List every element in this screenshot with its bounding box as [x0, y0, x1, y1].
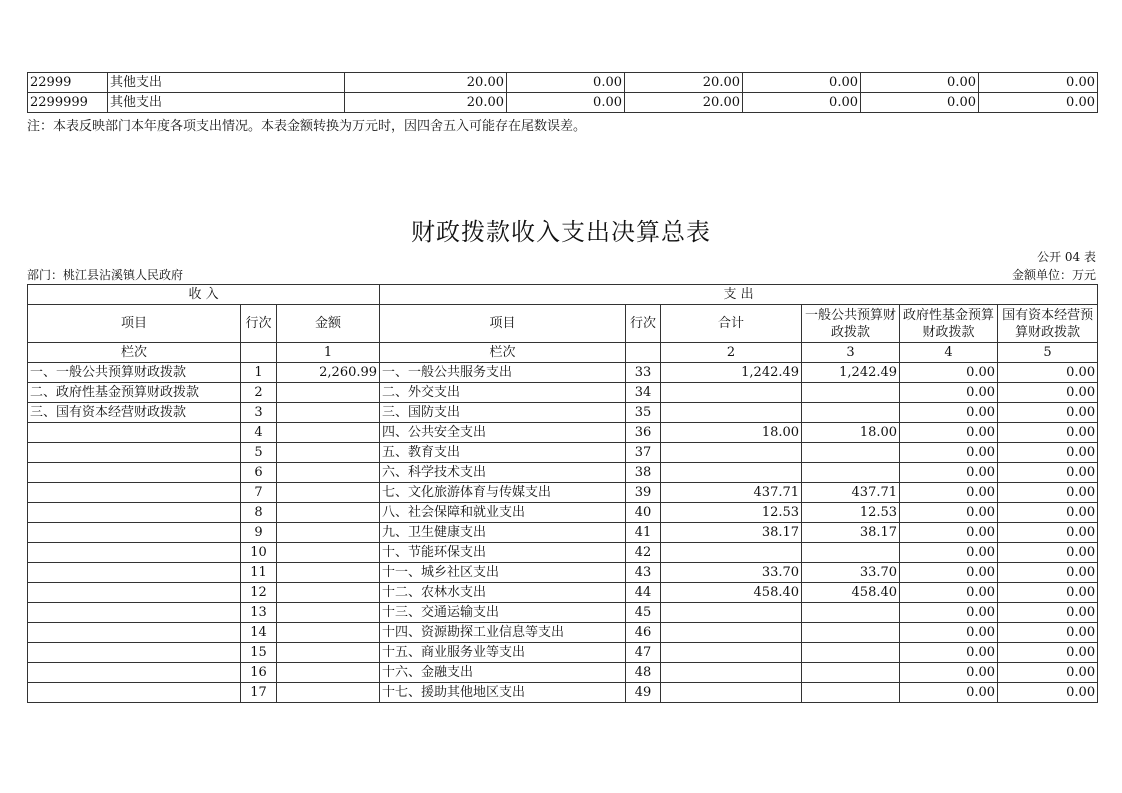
expense-item-cell: 十七、援助其他地区支出	[380, 683, 626, 703]
expense-item-cell: 十四、资源勘探工业信息等支出	[380, 623, 626, 643]
table-row	[28, 73, 1098, 93]
general-budget-cell: 18.00	[802, 423, 900, 443]
fund-budget-cell: 0.00	[900, 683, 998, 703]
income-row-no-cell: 1	[241, 363, 277, 383]
general-budget-cell: 458.40	[802, 583, 900, 603]
table-note: 注：本表反映部门本年度各项支出情况。本表金额转换为万元时，因四舍五入可能存在尾数误差。	[27, 119, 587, 134]
state-capital-cell: 0.00	[998, 663, 1098, 683]
income-amount-cell	[277, 423, 380, 443]
table-row	[28, 623, 1098, 643]
fund-budget-cell: 0.00	[900, 383, 998, 403]
expense-item-cell: 五、教育支出	[380, 443, 626, 463]
state-capital-cell: 0.00	[998, 623, 1098, 643]
total-cell	[661, 623, 802, 643]
fund-budget-header: 政府性基金预算财政拨款	[900, 305, 998, 343]
total-cell: 437.71	[661, 483, 802, 503]
general-budget-cell	[802, 643, 900, 663]
column-number: 2	[661, 343, 802, 363]
state-capital-cell: 0.00	[998, 563, 1098, 583]
income-item-cell	[28, 683, 241, 703]
income-row-no-cell: 6	[241, 463, 277, 483]
income-row-no-cell: 9	[241, 523, 277, 543]
expense-row-no-cell: 46	[626, 623, 661, 643]
expense-header: 支 出	[380, 285, 1098, 305]
income-item-cell	[28, 483, 241, 503]
general-budget-cell	[802, 603, 900, 623]
state-capital-cell: 0.00	[998, 443, 1098, 463]
expense-item-header: 项目	[380, 305, 626, 343]
name-cell: 其他支出	[108, 73, 345, 93]
income-row-no-cell: 8	[241, 503, 277, 523]
expense-row-no-cell: 44	[626, 583, 661, 603]
expense-item-cell: 八、社会保障和就业支出	[380, 503, 626, 523]
column-label: 栏次	[28, 343, 241, 363]
expense-item-cell: 十一、城乡社区支出	[380, 563, 626, 583]
income-item-cell	[28, 603, 241, 623]
expense-item-cell: 二、外交支出	[380, 383, 626, 403]
expense-item-cell: 三、国防支出	[380, 403, 626, 423]
empty-cell	[241, 343, 277, 363]
state-capital-cell: 0.00	[998, 483, 1098, 503]
state-capital-header: 国有资本经营预算财政拨款	[998, 305, 1098, 343]
total-cell	[661, 463, 802, 483]
income-item-cell	[28, 563, 241, 583]
table-row	[28, 603, 1098, 623]
table-row	[28, 483, 1098, 503]
expense-row-no-cell: 33	[626, 363, 661, 383]
page-title: 财政拨款收入支出决算总表	[411, 218, 711, 246]
income-amount-header: 金额	[277, 305, 380, 343]
table-row	[28, 523, 1098, 543]
value-cell: 0.00	[507, 93, 625, 113]
total-cell	[661, 643, 802, 663]
state-capital-cell: 0.00	[998, 683, 1098, 703]
general-budget-cell: 33.70	[802, 563, 900, 583]
fund-budget-cell: 0.00	[900, 583, 998, 603]
table-row	[28, 463, 1098, 483]
value-cell: 0.00	[861, 93, 979, 113]
income-amount-cell	[277, 643, 380, 663]
table-row	[28, 543, 1098, 563]
column-number: 3	[802, 343, 900, 363]
column-number: 4	[900, 343, 998, 363]
column-number: 5	[998, 343, 1098, 363]
top-expense-table	[27, 72, 1098, 113]
value-cell: 0.00	[979, 93, 1098, 113]
empty-cell	[626, 343, 661, 363]
table-row	[28, 383, 1098, 403]
income-amount-cell	[277, 503, 380, 523]
column-number: 1	[277, 343, 380, 363]
income-amount-cell	[277, 563, 380, 583]
income-row-no-cell: 15	[241, 643, 277, 663]
value-cell: 20.00	[625, 73, 743, 93]
expense-row-no-cell: 37	[626, 443, 661, 463]
income-row-no-cell: 14	[241, 623, 277, 643]
expense-row-no-cell: 47	[626, 643, 661, 663]
total-cell	[661, 603, 802, 623]
expense-item-cell: 十三、交通运输支出	[380, 603, 626, 623]
general-budget-cell	[802, 403, 900, 423]
expense-row-no-cell: 36	[626, 423, 661, 443]
income-item-cell	[28, 523, 241, 543]
table-row	[28, 503, 1098, 523]
income-item-cell	[28, 643, 241, 663]
income-row-no-cell: 4	[241, 423, 277, 443]
header-row-1	[28, 285, 1098, 305]
income-item-cell: 三、国有资本经营财政拨款	[28, 403, 241, 423]
table-row	[28, 583, 1098, 603]
expense-item-cell: 十二、农林水支出	[380, 583, 626, 603]
income-item-cell	[28, 503, 241, 523]
fund-budget-cell: 0.00	[900, 423, 998, 443]
income-item-cell: 一、一般公共预算财政拨款	[28, 363, 241, 383]
income-row-no-cell: 2	[241, 383, 277, 403]
expense-item-cell: 九、卫生健康支出	[380, 523, 626, 543]
income-row-no-cell: 16	[241, 663, 277, 683]
income-row-no-cell: 7	[241, 483, 277, 503]
general-budget-cell: 38.17	[802, 523, 900, 543]
column-label: 栏次	[380, 343, 626, 363]
value-cell: 20.00	[345, 73, 507, 93]
expense-row-no-cell: 48	[626, 663, 661, 683]
expense-row-no-cell: 43	[626, 563, 661, 583]
income-amount-cell	[277, 443, 380, 463]
total-cell	[661, 663, 802, 683]
income-amount-cell	[277, 603, 380, 623]
expense-row-no-cell: 35	[626, 403, 661, 423]
fund-budget-cell: 0.00	[900, 503, 998, 523]
expense-row-no-header: 行次	[626, 305, 661, 343]
total-cell: 458.40	[661, 583, 802, 603]
total-cell	[661, 383, 802, 403]
value-cell: 0.00	[743, 73, 861, 93]
unit-label: 金额单位：万元	[1011, 268, 1096, 282]
fund-budget-cell: 0.00	[900, 363, 998, 383]
income-amount-cell	[277, 463, 380, 483]
header-row-3	[28, 343, 1098, 363]
income-row-no-cell: 3	[241, 403, 277, 423]
total-cell: 38.17	[661, 523, 802, 543]
form-number: 公开 04 表	[1037, 250, 1096, 264]
state-capital-cell: 0.00	[998, 523, 1098, 543]
expense-row-no-cell: 49	[626, 683, 661, 703]
income-amount-cell	[277, 383, 380, 403]
value-cell: 20.00	[345, 93, 507, 113]
expense-item-cell: 十、节能环保支出	[380, 543, 626, 563]
value-cell: 0.00	[979, 73, 1098, 93]
table-row	[28, 443, 1098, 463]
total-header: 合计	[661, 305, 802, 343]
value-cell: 0.00	[743, 93, 861, 113]
expense-row-no-cell: 40	[626, 503, 661, 523]
expense-item-cell: 十六、金融支出	[380, 663, 626, 683]
table-row	[28, 93, 1098, 113]
income-item-cell	[28, 543, 241, 563]
fund-budget-cell: 0.00	[900, 523, 998, 543]
income-row-no-cell: 5	[241, 443, 277, 463]
table-row	[28, 663, 1098, 683]
income-amount-cell	[277, 583, 380, 603]
fund-budget-cell: 0.00	[900, 563, 998, 583]
code-cell: 22999	[28, 73, 108, 93]
expense-row-no-cell: 45	[626, 603, 661, 623]
state-capital-cell: 0.00	[998, 363, 1098, 383]
income-amount-cell	[277, 483, 380, 503]
general-budget-cell: 437.71	[802, 483, 900, 503]
expense-row-no-cell: 34	[626, 383, 661, 403]
general-budget-cell	[802, 543, 900, 563]
general-budget-header: 一般公共预算财政拨款	[802, 305, 900, 343]
total-cell: 33.70	[661, 563, 802, 583]
expense-row-no-cell: 38	[626, 463, 661, 483]
income-amount-cell	[277, 683, 380, 703]
income-item-cell: 二、政府性基金预算财政拨款	[28, 383, 241, 403]
income-amount-cell	[277, 663, 380, 683]
income-item-cell	[28, 463, 241, 483]
state-capital-cell: 0.00	[998, 423, 1098, 443]
expense-item-cell: 十五、商业服务业等支出	[380, 643, 626, 663]
value-cell: 0.00	[861, 73, 979, 93]
income-header: 收 入	[28, 285, 380, 305]
table-row	[28, 423, 1098, 443]
expense-item-cell: 四、公共安全支出	[380, 423, 626, 443]
value-cell: 20.00	[625, 93, 743, 113]
fund-budget-cell: 0.00	[900, 643, 998, 663]
header-row-2	[28, 305, 1098, 343]
income-item-cell	[28, 663, 241, 683]
expense-item-cell: 六、科学技术支出	[380, 463, 626, 483]
state-capital-cell: 0.00	[998, 603, 1098, 623]
state-capital-cell: 0.00	[998, 643, 1098, 663]
name-cell: 其他支出	[108, 93, 345, 113]
fund-budget-cell: 0.00	[900, 543, 998, 563]
total-cell: 12.53	[661, 503, 802, 523]
state-capital-cell: 0.00	[998, 403, 1098, 423]
income-item-cell	[28, 423, 241, 443]
expense-item-cell: 一、一般公共服务支出	[380, 363, 626, 383]
income-item-cell	[28, 443, 241, 463]
income-item-cell	[28, 583, 241, 603]
general-budget-cell	[802, 463, 900, 483]
income-amount-cell	[277, 623, 380, 643]
general-budget-cell	[802, 623, 900, 643]
table-row	[28, 683, 1098, 703]
income-amount-cell	[277, 523, 380, 543]
total-cell	[661, 683, 802, 703]
income-item-cell	[28, 623, 241, 643]
table-row	[28, 363, 1098, 383]
appropriation-summary-table	[27, 284, 1098, 703]
income-row-no-cell: 10	[241, 543, 277, 563]
general-budget-cell: 12.53	[802, 503, 900, 523]
code-cell: 2299999	[28, 93, 108, 113]
total-cell	[661, 403, 802, 423]
general-budget-cell: 1,242.49	[802, 363, 900, 383]
expense-item-cell: 七、文化旅游体育与传媒支出	[380, 483, 626, 503]
fund-budget-cell: 0.00	[900, 443, 998, 463]
department-label: 部门：桃江县沾溪镇人民政府	[27, 268, 184, 282]
state-capital-cell: 0.00	[998, 503, 1098, 523]
state-capital-cell: 0.00	[998, 583, 1098, 603]
total-cell	[661, 443, 802, 463]
state-capital-cell: 0.00	[998, 543, 1098, 563]
income-item-header: 项目	[28, 305, 241, 343]
fund-budget-cell: 0.00	[900, 663, 998, 683]
value-cell: 0.00	[507, 73, 625, 93]
income-row-no-cell: 17	[241, 683, 277, 703]
expense-row-no-cell: 42	[626, 543, 661, 563]
table-row	[28, 643, 1098, 663]
general-budget-cell	[802, 663, 900, 683]
total-cell: 18.00	[661, 423, 802, 443]
state-capital-cell: 0.00	[998, 463, 1098, 483]
income-amount-cell	[277, 543, 380, 563]
fund-budget-cell: 0.00	[900, 623, 998, 643]
fund-budget-cell: 0.00	[900, 463, 998, 483]
table-row	[28, 403, 1098, 423]
expense-row-no-cell: 41	[626, 523, 661, 543]
income-row-no-cell: 12	[241, 583, 277, 603]
income-row-no-cell: 11	[241, 563, 277, 583]
general-budget-cell	[802, 443, 900, 463]
fund-budget-cell: 0.00	[900, 403, 998, 423]
income-row-no-cell: 13	[241, 603, 277, 623]
expense-row-no-cell: 39	[626, 483, 661, 503]
table-row	[28, 563, 1098, 583]
state-capital-cell: 0.00	[998, 383, 1098, 403]
income-row-no-header: 行次	[241, 305, 277, 343]
fund-budget-cell: 0.00	[900, 483, 998, 503]
general-budget-cell	[802, 683, 900, 703]
income-amount-cell: 2,260.99	[277, 363, 380, 383]
fund-budget-cell: 0.00	[900, 603, 998, 623]
total-cell: 1,242.49	[661, 363, 802, 383]
total-cell	[661, 543, 802, 563]
income-amount-cell	[277, 403, 380, 423]
general-budget-cell	[802, 383, 900, 403]
